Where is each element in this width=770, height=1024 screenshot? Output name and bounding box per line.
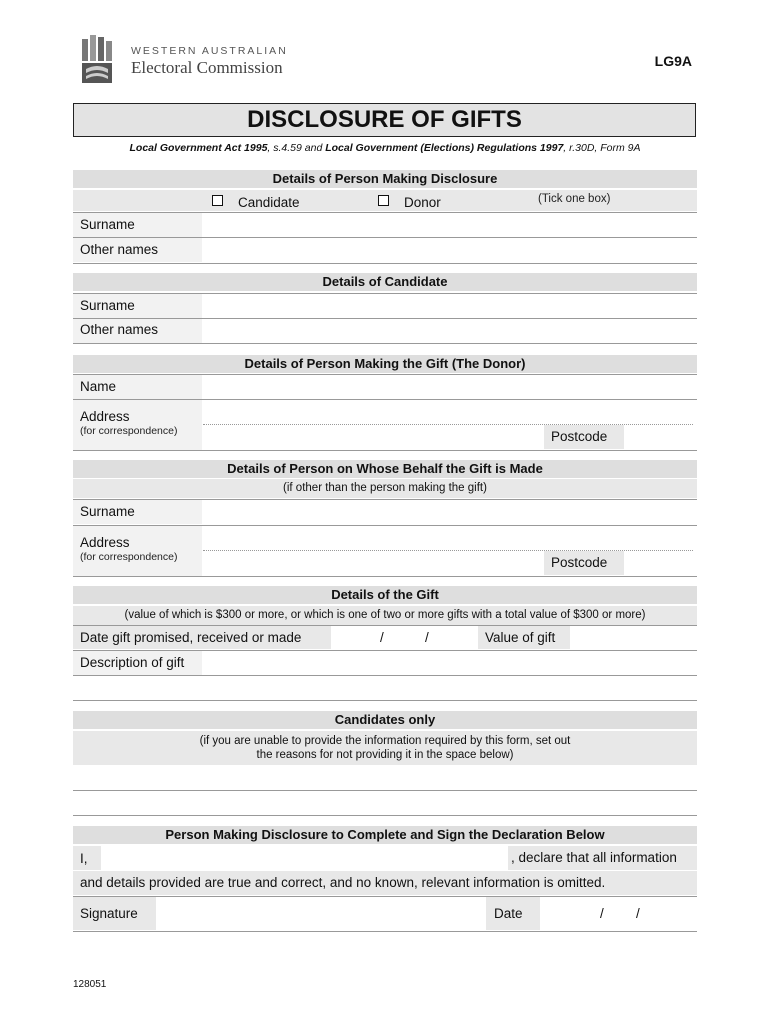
section-heading-candidate: Details of Candidate <box>73 273 697 291</box>
section-heading-donor: Details of Person Making the Gift (The Donor) <box>73 355 697 373</box>
gift-description-field-line1[interactable] <box>203 651 697 675</box>
candidates-note-line2: the reasons for not providing it in the space below) <box>256 749 514 761</box>
candidates-only-note <box>73 731 697 765</box>
candidate-other-names-label: Other names <box>80 322 159 337</box>
org-name-line2: Electoral Commission <box>131 58 283 77</box>
candidate-other-names-field[interactable] <box>203 319 697 343</box>
donor-name-label: Name <box>80 379 117 394</box>
gift-value-label: Value of gift <box>478 626 570 649</box>
declaration-date-field[interactable] <box>541 897 697 930</box>
gift-date-field[interactable] <box>332 626 477 649</box>
disclosure-other-names-field[interactable] <box>203 238 697 262</box>
declaration-date-slash-2: / <box>636 906 640 921</box>
gift-date-slash-1: / <box>380 630 384 645</box>
gift-value-note: (value of which is $300 or more, or which is one of two or more gifts with a total value of $300 or more) <box>73 606 697 625</box>
regulation-ref: , r.30D, Form 9A <box>563 142 641 154</box>
reasons-field-line1[interactable] <box>73 766 697 790</box>
divider <box>73 263 697 264</box>
behalf-address-field-line1[interactable] <box>203 526 697 550</box>
donor-address-note: (for correspondence) <box>80 425 178 437</box>
declaration-date-slash-1: / <box>600 906 604 921</box>
divider <box>73 343 697 344</box>
behalf-surname-label: Surname <box>80 504 135 519</box>
section-heading-disclosure-person: Details of Person Making Disclosure <box>73 170 697 188</box>
section-heading-candidates-only: Candidates only <box>73 711 697 729</box>
donor-option-label: Donor <box>404 195 441 210</box>
disclosure-surname-label: Surname <box>80 217 135 232</box>
section-heading-behalf: Details of Person on Whose Behalf the Gift is Made <box>73 460 697 478</box>
disclosure-other-names-label: Other names <box>80 242 159 257</box>
form-title: DISCLOSURE OF GIFTS <box>73 103 696 137</box>
divider <box>73 450 697 451</box>
declaration-i-label: I, <box>80 851 88 866</box>
divider <box>73 576 697 577</box>
behalf-note: (if other than the person making the gift) <box>73 479 697 498</box>
reasons-field-line2[interactable] <box>73 791 697 815</box>
donor-address-label: Address <box>80 409 130 424</box>
wa-electoral-commission-logo <box>80 33 114 85</box>
divider <box>73 700 697 701</box>
behalf-surname-field[interactable] <box>203 500 697 524</box>
candidates-note-line1: (if you are unable to provide the information required by this form, set out <box>199 735 571 747</box>
gift-date-slash-2: / <box>425 630 429 645</box>
act-name: Local Government Act 1995 <box>129 142 268 154</box>
candidate-surname-label: Surname <box>80 298 135 313</box>
declaration-text-part1: , declare that all information <box>508 846 697 870</box>
donor-checkbox[interactable] <box>378 195 389 206</box>
behalf-address-label: Address <box>80 535 130 550</box>
donor-postcode-field[interactable] <box>625 425 697 449</box>
org-name-line1: WESTERN AUSTRALIAN <box>131 45 288 57</box>
behalf-address-note: (for correspondence) <box>80 551 178 563</box>
act-section: , s.4.59 and <box>267 142 326 154</box>
disclosure-surname-field[interactable] <box>203 213 697 237</box>
regulations-name: Local Government (Elections) Regulations 1997 <box>325 142 564 154</box>
signature-label: Signature <box>80 906 138 921</box>
signature-field[interactable] <box>157 897 485 930</box>
donor-name-field[interactable] <box>203 375 697 399</box>
behalf-postcode-field[interactable] <box>625 551 697 575</box>
candidate-checkbox[interactable] <box>212 195 223 206</box>
section-heading-declaration: Person Making Disclosure to Complete and Sign the Declaration Below <box>73 826 697 844</box>
declaration-date-label: Date <box>494 906 523 921</box>
form-code: LG9A <box>654 53 692 69</box>
legislation-reference <box>0 142 770 154</box>
candidate-option-label: Candidate <box>238 195 300 210</box>
donor-postcode-label: Postcode <box>544 425 624 449</box>
divider <box>73 815 697 816</box>
gift-value-field[interactable] <box>571 626 697 649</box>
tick-one-box-note: (Tick one box) <box>538 193 611 205</box>
gift-date-label: Date gift promised, received or made <box>80 630 302 645</box>
declarant-name-field[interactable] <box>102 846 508 870</box>
form-number: 128051 <box>73 979 107 990</box>
section-heading-gift: Details of the Gift <box>73 586 697 604</box>
candidate-surname-field[interactable] <box>203 294 697 318</box>
behalf-address-field-line2[interactable] <box>203 551 543 575</box>
gift-description-label: Description of gift <box>80 655 185 670</box>
divider <box>73 931 697 932</box>
behalf-postcode-label: Postcode <box>544 551 624 575</box>
gift-description-field-line2[interactable] <box>73 676 697 700</box>
declaration-statement: and details provided are true and correct, and no known, relevant information is omitted. <box>73 871 697 895</box>
donor-address-field-line1[interactable] <box>203 400 697 424</box>
donor-address-field-line2[interactable] <box>203 425 543 449</box>
